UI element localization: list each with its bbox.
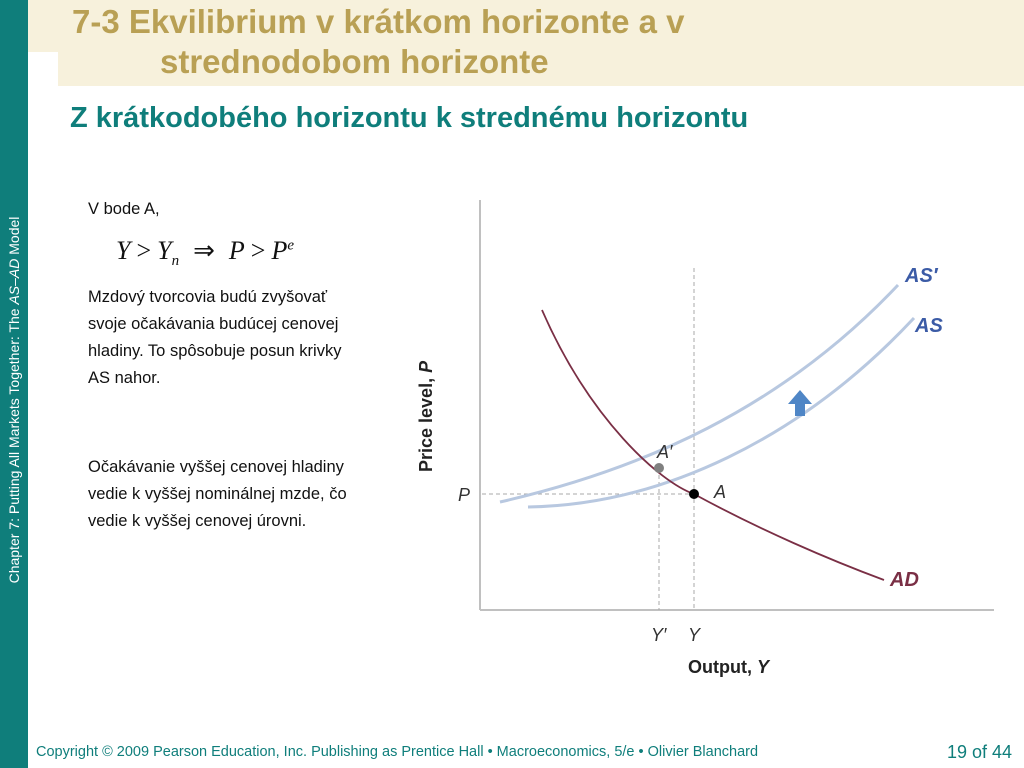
- text-expectation: Očakávanie vyššej cenovej hladiny vedie k vyššej nominálnej mzde, čo vedie k vyššej cenovej úrovni.: [88, 458, 347, 530]
- label-as-prime: AS′: [905, 265, 938, 287]
- formula-y: Y: [116, 236, 131, 265]
- formula-pe: P: [271, 236, 288, 265]
- label-p: P: [458, 485, 471, 505]
- formula-gt-2: >: [250, 236, 266, 265]
- formula-implies: ⇒: [193, 236, 215, 265]
- y-axis-title-text: Price level,: [416, 372, 436, 472]
- slide-title-line2: strednodobom horizonte: [160, 43, 549, 80]
- point-a-prime: [654, 463, 664, 473]
- point-a: [689, 489, 699, 499]
- x-axis-title: [688, 657, 771, 677]
- slide-title-line1: 7-3 Ekvilibrium v krátkom horizonte a v: [72, 3, 685, 40]
- sidebar-chapter-label: [6, 217, 22, 584]
- formula-yn: Y: [157, 236, 172, 265]
- page-number: 19 of 44: [946, 742, 1012, 762]
- slide-title: [72, 2, 972, 82]
- sidebar-chapter-suffix: Model: [6, 216, 22, 259]
- label-as: AS: [915, 315, 943, 337]
- x-axis-title-variable: Y: [756, 657, 769, 677]
- label-a-prime: A′: [657, 442, 673, 462]
- label-y: Y: [688, 625, 701, 645]
- formula: [116, 236, 294, 270]
- as-ad-diagram: [400, 190, 1000, 690]
- label-y-prime: Y′: [651, 625, 667, 645]
- shift-up-arrow-icon: [788, 390, 812, 416]
- slide-subtitle: Z krátkodobého horizontu k strednému horizontu: [70, 102, 749, 134]
- sidebar-chapter-prefix: Chapter 7: Putting All Markets Together: The: [6, 304, 22, 584]
- text-point-a: V bode A,: [88, 200, 160, 218]
- ad-curve: [542, 310, 884, 580]
- x-axis-title-text: Output,: [688, 657, 757, 677]
- formula-e-superscript: e: [287, 237, 295, 254]
- text-wage-setters: Mzdový tvorcovia budú zvyšovať svoje očakávania budúcej cenovej hladiny. To spôsobuje posun krivky AS nahor.: [88, 288, 342, 387]
- formula-gt: >: [136, 236, 152, 265]
- label-a: A: [714, 482, 727, 502]
- label-ad: AD: [890, 569, 919, 591]
- footer-copyright: Copyright © 2009 Pearson Education, Inc. Publishing as Prentice Hall • Macroeconomics, 5/e • Olivier Blanchard: [36, 744, 759, 760]
- y-axis-title-variable: P: [416, 360, 436, 373]
- formula-p: P: [228, 236, 245, 265]
- formula-n-subscript: n: [171, 253, 180, 270]
- sidebar-chapter-model: AS–AD: [6, 258, 22, 305]
- y-axis-title: [416, 360, 436, 472]
- sidebar: [0, 0, 28, 768]
